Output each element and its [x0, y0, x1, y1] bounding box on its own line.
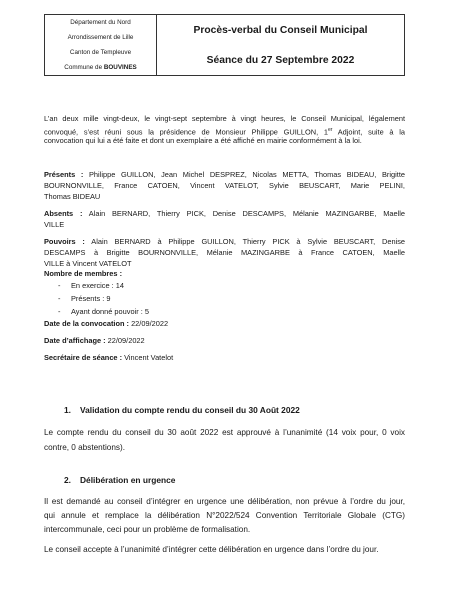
section-1-heading	[64, 405, 300, 415]
bullet-dash: -	[58, 307, 61, 316]
pouvoirs-line-1	[44, 237, 405, 247]
session-date-title: Séance du 27 Septembre 2022	[206, 55, 355, 66]
title-box	[157, 14, 405, 76]
list-item	[58, 306, 258, 317]
intro-text-a: convoqué, s’est réuni sous la présidence de Monsieur Philippe GUILLON, 1	[44, 127, 328, 137]
pouvoirs-label: Pouvoirs :	[44, 237, 85, 246]
presents-line-1	[44, 170, 405, 180]
absents-label: Absents :	[44, 209, 83, 218]
affichage-date	[44, 336, 145, 346]
commune-name: BOUVINES	[103, 64, 137, 71]
membres-presents: Présents : 9	[71, 294, 111, 303]
admin-line-commune	[45, 65, 156, 71]
membres-label: Nombre de membres :	[44, 269, 123, 278]
section-2-line-4: Le conseil accepte à l’unanimité d’intégrer cette délibération en urgence dans l’ordre du jour.	[44, 545, 379, 554]
section-2-number: 2.	[64, 475, 71, 485]
convocation-date	[44, 319, 168, 329]
intro-line-3: convocation qui lui a été faite et dont un exemplaire a été affiché en mairie conformément à la loi.	[44, 136, 362, 145]
commune-prefix: Commune de	[64, 64, 104, 71]
membres-exercice: En exercice : 14	[71, 281, 124, 290]
secretaire-label: Secrétaire de séance :	[44, 353, 123, 362]
section-2-line-3: intercommunale, ceci pour un problème de formalisation.	[44, 525, 251, 534]
admin-line-arrondissement: Arrondissement de Lille	[67, 34, 134, 41]
presents-text-1: Philippe GUILLON, Jean Michel DESPREZ, Nicolas METTA, Thomas BIDEAU, Brigitte	[83, 170, 405, 179]
section-1-line-2: contre, 0 abstentions).	[44, 443, 126, 452]
section-1-line-1: Le compte rendu du conseil du 30 août 2022 est approuvé à l’unanimité (14 voix pour, 0 voix	[44, 428, 405, 437]
pouvoirs-text-1: Alain BERNARD à Philippe GUILLON, Thierry PICK à Sylvie BEUSCART, Denise	[84, 237, 405, 246]
membres-heading	[44, 269, 122, 279]
convocation-value: 22/09/2022	[129, 319, 169, 328]
administrative-info-box	[44, 14, 157, 76]
intro-superscript: er	[327, 127, 333, 133]
presents-line-3: Thomas BIDEAU	[44, 192, 101, 201]
absents-line-1	[44, 209, 405, 219]
absents-text-1: Alain BERNARD, Thierry PICK, Denise DESCAMPS, Mélanie MAZINGARBE, Maelle	[82, 209, 405, 218]
presents-line-2: BOURNONVILLE, France CATOEN, Vincent VATELOT, Sylvie BEUSCART, Marie PELINI,	[44, 181, 405, 190]
affichage-label: Date d’affichage :	[44, 336, 106, 345]
secretaire-seance	[44, 353, 173, 363]
section-2-line-1: Il est demandé au conseil d’intégrer en urgence une délibération, non prévue à l’ordre du jour,	[44, 497, 405, 506]
bullet-dash: -	[58, 281, 61, 290]
section-1-number: 1.	[64, 405, 71, 415]
section-2-line-2: qui annule et remplace la délibération N°2022/524 Convention Territoriale Globale (CTG)	[44, 511, 405, 520]
bullet-dash: -	[58, 294, 61, 303]
admin-line-department: Département du Nord	[70, 19, 131, 26]
pouvoirs-line-2: DESCAMPS à Brigitte BOURNONVILLE, Mélanie MAZINGARBE à France CATOEN, Maelle	[44, 248, 405, 257]
intro-line-1: L’an deux mille vingt-deux, le vingt-sept septembre à vingt heures, le Conseil Municipal, légalement	[44, 114, 405, 123]
affichage-value: 22/09/2022	[105, 336, 145, 345]
presents-label: Présents :	[44, 170, 84, 179]
document-title: Procès-verbal du Conseil Municipal	[193, 25, 368, 36]
intro-text-b: Adjoint, suite à la	[332, 127, 405, 137]
membres-pouvoir: Ayant donné pouvoir : 5	[71, 307, 149, 316]
section-1-title: Validation du compte rendu du conseil du 30 Août 2022	[80, 405, 300, 415]
convocation-label: Date de la convocation :	[44, 319, 130, 328]
section-2-title: Délibération en urgence	[80, 475, 176, 485]
absents-line-2: VILLE	[44, 220, 65, 229]
section-2-heading	[64, 475, 175, 485]
secretaire-value: Vincent Vatelot	[122, 353, 174, 362]
list-item	[58, 280, 258, 291]
admin-line-canton: Canton de Templeuve	[69, 49, 132, 56]
list-item	[58, 293, 258, 304]
pouvoirs-line-3: VILLE à Vincent VATELOT	[44, 259, 132, 268]
